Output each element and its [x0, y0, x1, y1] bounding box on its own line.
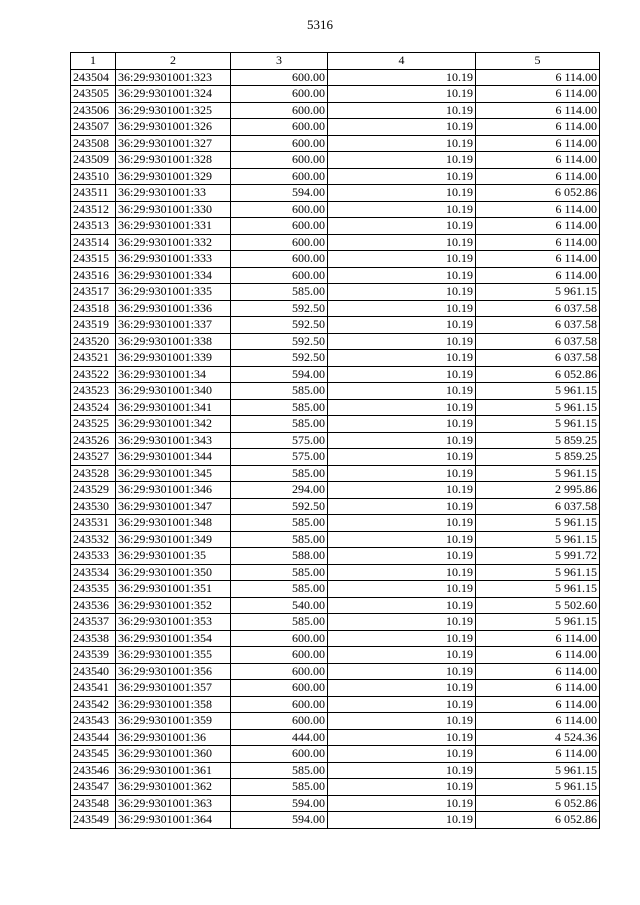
table-row: [71, 729, 600, 746]
table-row: [71, 185, 600, 202]
rate-value: 10.19: [328, 795, 476, 812]
total-value: 6 114.00: [476, 69, 600, 86]
cadastral-number: 36:29:9301001:324: [116, 86, 231, 103]
cadastral-number: 36:29:9301001:337: [116, 317, 231, 334]
row-number: 243522: [71, 366, 116, 383]
row-number: 243512: [71, 201, 116, 218]
area-value: 585.00: [231, 383, 328, 400]
total-value: 6 114.00: [476, 119, 600, 136]
rate-value: 10.19: [328, 531, 476, 548]
rate-value: 10.19: [328, 317, 476, 334]
total-value: 5 502.60: [476, 597, 600, 614]
rate-value: 10.19: [328, 630, 476, 647]
table-row: [71, 86, 600, 103]
total-value: 5 961.15: [476, 581, 600, 598]
total-value: 6 052.86: [476, 366, 600, 383]
row-number: 243530: [71, 498, 116, 515]
area-value: 540.00: [231, 597, 328, 614]
table-row: [71, 284, 600, 301]
rate-value: 10.19: [328, 647, 476, 664]
total-value: 5 961.15: [476, 779, 600, 796]
total-value: 6 114.00: [476, 135, 600, 152]
rate-value: 10.19: [328, 465, 476, 482]
total-value: 5 961.15: [476, 284, 600, 301]
row-number: 243526: [71, 432, 116, 449]
total-value: 5 961.15: [476, 416, 600, 433]
row-number: 243545: [71, 746, 116, 763]
area-value: 585.00: [231, 465, 328, 482]
rate-value: 10.19: [328, 86, 476, 103]
area-value: 600.00: [231, 119, 328, 136]
area-value: 594.00: [231, 366, 328, 383]
cadastral-number: 36:29:9301001:326: [116, 119, 231, 136]
cadastral-number: 36:29:9301001:348: [116, 515, 231, 532]
column-header-4: 4: [328, 53, 476, 70]
row-number: 243531: [71, 515, 116, 532]
table-row: [71, 647, 600, 664]
row-number: 243508: [71, 135, 116, 152]
cadastral-number: 36:29:9301001:352: [116, 597, 231, 614]
rate-value: 10.19: [328, 300, 476, 317]
rate-value: 10.19: [328, 234, 476, 251]
row-number: 243510: [71, 168, 116, 185]
row-number: 243544: [71, 729, 116, 746]
area-value: 594.00: [231, 812, 328, 829]
total-value: 5 961.15: [476, 564, 600, 581]
cadastral-number: 36:29:9301001:339: [116, 350, 231, 367]
area-value: 585.00: [231, 779, 328, 796]
cadastral-number: 36:29:9301001:346: [116, 482, 231, 499]
cadastral-number: 36:29:9301001:357: [116, 680, 231, 697]
data-table: [70, 52, 600, 829]
row-number: 243527: [71, 449, 116, 466]
cadastral-number: 36:29:9301001:353: [116, 614, 231, 631]
area-value: 600.00: [231, 696, 328, 713]
rate-value: 10.19: [328, 779, 476, 796]
rate-value: 10.19: [328, 729, 476, 746]
table-row: [71, 630, 600, 647]
total-value: 6 114.00: [476, 267, 600, 284]
area-value: 592.50: [231, 300, 328, 317]
table-row: [71, 795, 600, 812]
rate-value: 10.19: [328, 581, 476, 598]
area-value: 594.00: [231, 795, 328, 812]
table-row: [71, 333, 600, 350]
rate-value: 10.19: [328, 168, 476, 185]
table-row: [71, 366, 600, 383]
table-row: [71, 531, 600, 548]
row-number: 243538: [71, 630, 116, 647]
table-row: [71, 663, 600, 680]
area-value: 585.00: [231, 399, 328, 416]
cadastral-number: 36:29:9301001:344: [116, 449, 231, 466]
cadastral-number: 36:29:9301001:356: [116, 663, 231, 680]
area-value: 600.00: [231, 630, 328, 647]
rate-value: 10.19: [328, 548, 476, 565]
row-number: 243515: [71, 251, 116, 268]
row-number: 243540: [71, 663, 116, 680]
cadastral-number: 36:29:9301001:34: [116, 366, 231, 383]
total-value: 6 114.00: [476, 86, 600, 103]
area-value: 575.00: [231, 432, 328, 449]
total-value: 6 052.86: [476, 812, 600, 829]
cadastral-number: 36:29:9301001:35: [116, 548, 231, 565]
cadastral-number: 36:29:9301001:338: [116, 333, 231, 350]
cadastral-number: 36:29:9301001:349: [116, 531, 231, 548]
cadastral-number: 36:29:9301001:323: [116, 69, 231, 86]
table-row: [71, 300, 600, 317]
area-value: 585.00: [231, 531, 328, 548]
area-value: 600.00: [231, 218, 328, 235]
column-header-2: 2: [116, 53, 231, 70]
cadastral-number: 36:29:9301001:325: [116, 102, 231, 119]
rate-value: 10.19: [328, 383, 476, 400]
area-value: 600.00: [231, 746, 328, 763]
column-header-3: 3: [231, 53, 328, 70]
rate-value: 10.19: [328, 498, 476, 515]
area-value: 600.00: [231, 647, 328, 664]
area-value: 600.00: [231, 663, 328, 680]
table-row: [71, 564, 600, 581]
row-number: 243518: [71, 300, 116, 317]
area-value: 600.00: [231, 201, 328, 218]
total-value: 6 037.58: [476, 333, 600, 350]
rate-value: 10.19: [328, 201, 476, 218]
total-value: 6 114.00: [476, 647, 600, 664]
cadastral-number: 36:29:9301001:330: [116, 201, 231, 218]
total-value: 6 114.00: [476, 746, 600, 763]
table-row: [71, 201, 600, 218]
rate-value: 10.19: [328, 713, 476, 730]
rate-value: 10.19: [328, 333, 476, 350]
row-number: 243504: [71, 69, 116, 86]
table-row: [71, 597, 600, 614]
area-value: 600.00: [231, 135, 328, 152]
rate-value: 10.19: [328, 812, 476, 829]
rate-value: 10.19: [328, 69, 476, 86]
cadastral-number: 36:29:9301001:333: [116, 251, 231, 268]
row-number: 243509: [71, 152, 116, 169]
total-value: 6 114.00: [476, 218, 600, 235]
area-value: 585.00: [231, 284, 328, 301]
table-body: [71, 69, 600, 828]
cadastral-number: 36:29:9301001:345: [116, 465, 231, 482]
total-value: 6 114.00: [476, 168, 600, 185]
cadastral-number: 36:29:9301001:334: [116, 267, 231, 284]
row-number: 243533: [71, 548, 116, 565]
total-value: 5 991.72: [476, 548, 600, 565]
area-value: 592.50: [231, 498, 328, 515]
area-value: 600.00: [231, 680, 328, 697]
area-value: 592.50: [231, 333, 328, 350]
area-value: 294.00: [231, 482, 328, 499]
cadastral-number: 36:29:9301001:327: [116, 135, 231, 152]
total-value: 4 524.36: [476, 729, 600, 746]
cadastral-number: 36:29:9301001:33: [116, 185, 231, 202]
cadastral-number: 36:29:9301001:332: [116, 234, 231, 251]
rate-value: 10.19: [328, 135, 476, 152]
row-number: 243534: [71, 564, 116, 581]
cadastral-number: 36:29:9301001:329: [116, 168, 231, 185]
rate-value: 10.19: [328, 564, 476, 581]
total-value: 5 961.15: [476, 515, 600, 532]
total-value: 6 114.00: [476, 234, 600, 251]
cadastral-number: 36:29:9301001:335: [116, 284, 231, 301]
row-number: 243520: [71, 333, 116, 350]
cadastral-number: 36:29:9301001:342: [116, 416, 231, 433]
cadastral-number: 36:29:9301001:343: [116, 432, 231, 449]
row-number: 243542: [71, 696, 116, 713]
total-value: 6 114.00: [476, 251, 600, 268]
rate-value: 10.19: [328, 482, 476, 499]
row-number: 243539: [71, 647, 116, 664]
table-header-row: [71, 53, 600, 70]
table-row: [71, 812, 600, 829]
table-row: [71, 432, 600, 449]
table-row: [71, 350, 600, 367]
rate-value: 10.19: [328, 251, 476, 268]
row-number: 243505: [71, 86, 116, 103]
table-row: [71, 614, 600, 631]
area-value: 575.00: [231, 449, 328, 466]
area-value: 585.00: [231, 564, 328, 581]
cadastral-number: 36:29:9301001:340: [116, 383, 231, 400]
table-row: [71, 317, 600, 334]
total-value: 5 961.15: [476, 531, 600, 548]
rate-value: 10.19: [328, 102, 476, 119]
table-row: [71, 548, 600, 565]
area-value: 600.00: [231, 102, 328, 119]
column-header-5: 5: [476, 53, 600, 70]
rate-value: 10.19: [328, 597, 476, 614]
row-number: 243537: [71, 614, 116, 631]
total-value: 5 961.15: [476, 465, 600, 482]
rate-value: 10.19: [328, 614, 476, 631]
area-value: 588.00: [231, 548, 328, 565]
table-row: [71, 383, 600, 400]
cadastral-number: 36:29:9301001:360: [116, 746, 231, 763]
total-value: 6 037.58: [476, 498, 600, 515]
total-value: 6 037.58: [476, 317, 600, 334]
area-value: 600.00: [231, 234, 328, 251]
row-number: 243514: [71, 234, 116, 251]
row-number: 243549: [71, 812, 116, 829]
rate-value: 10.19: [328, 366, 476, 383]
cadastral-number: 36:29:9301001:355: [116, 647, 231, 664]
cadastral-number: 36:29:9301001:363: [116, 795, 231, 812]
area-value: 585.00: [231, 762, 328, 779]
area-value: 600.00: [231, 86, 328, 103]
rate-value: 10.19: [328, 119, 476, 136]
total-value: 6 052.86: [476, 185, 600, 202]
row-number: 243536: [71, 597, 116, 614]
table-row: [71, 515, 600, 532]
total-value: 6 114.00: [476, 630, 600, 647]
area-value: 444.00: [231, 729, 328, 746]
table-row: [71, 465, 600, 482]
cadastral-number: 36:29:9301001:362: [116, 779, 231, 796]
row-number: 243519: [71, 317, 116, 334]
rate-value: 10.19: [328, 284, 476, 301]
area-value: 600.00: [231, 69, 328, 86]
total-value: 6 037.58: [476, 350, 600, 367]
cadastral-number: 36:29:9301001:331: [116, 218, 231, 235]
rate-value: 10.19: [328, 762, 476, 779]
table-row: [71, 449, 600, 466]
row-number: 243524: [71, 399, 116, 416]
cadastral-number: 36:29:9301001:351: [116, 581, 231, 598]
total-value: 5 961.15: [476, 762, 600, 779]
table-row: [71, 152, 600, 169]
table-row: [71, 267, 600, 284]
total-value: 6 037.58: [476, 300, 600, 317]
area-value: 592.50: [231, 350, 328, 367]
row-number: 243529: [71, 482, 116, 499]
table-row: [71, 218, 600, 235]
row-number: 243548: [71, 795, 116, 812]
row-number: 243506: [71, 102, 116, 119]
total-value: 6 114.00: [476, 201, 600, 218]
row-number: 243513: [71, 218, 116, 235]
cadastral-number: 36:29:9301001:328: [116, 152, 231, 169]
row-number: 243507: [71, 119, 116, 136]
total-value: 5 961.15: [476, 383, 600, 400]
row-number: 243528: [71, 465, 116, 482]
table-row: [71, 581, 600, 598]
table-row: [71, 498, 600, 515]
cadastral-number: 36:29:9301001:361: [116, 762, 231, 779]
row-number: 243547: [71, 779, 116, 796]
rate-value: 10.19: [328, 449, 476, 466]
table-row: [71, 482, 600, 499]
area-value: 585.00: [231, 416, 328, 433]
total-value: 5 961.15: [476, 399, 600, 416]
table-row: [71, 102, 600, 119]
total-value: 6 114.00: [476, 152, 600, 169]
cadastral-number: 36:29:9301001:354: [116, 630, 231, 647]
table-row: [71, 399, 600, 416]
table-row: [71, 119, 600, 136]
rate-value: 10.19: [328, 185, 476, 202]
rate-value: 10.19: [328, 267, 476, 284]
table-row: [71, 416, 600, 433]
table-row: [71, 69, 600, 86]
table-row: [71, 168, 600, 185]
column-header-1: 1: [71, 53, 116, 70]
table-row: [71, 746, 600, 763]
total-value: 5 859.25: [476, 449, 600, 466]
rate-value: 10.19: [328, 696, 476, 713]
cadastral-number: 36:29:9301001:347: [116, 498, 231, 515]
total-value: 2 995.86: [476, 482, 600, 499]
rate-value: 10.19: [328, 746, 476, 763]
cadastral-number: 36:29:9301001:36: [116, 729, 231, 746]
row-number: 243543: [71, 713, 116, 730]
area-value: 600.00: [231, 168, 328, 185]
total-value: 6 114.00: [476, 663, 600, 680]
table-row: [71, 680, 600, 697]
rate-value: 10.19: [328, 663, 476, 680]
area-value: 585.00: [231, 515, 328, 532]
total-value: 6 114.00: [476, 696, 600, 713]
rate-value: 10.19: [328, 680, 476, 697]
area-value: 600.00: [231, 251, 328, 268]
row-number: 243516: [71, 267, 116, 284]
table-row: [71, 234, 600, 251]
area-value: 585.00: [231, 614, 328, 631]
table-row: [71, 696, 600, 713]
total-value: 5 859.25: [476, 432, 600, 449]
row-number: 243523: [71, 383, 116, 400]
cadastral-number: 36:29:9301001:350: [116, 564, 231, 581]
total-value: 6 114.00: [476, 680, 600, 697]
total-value: 6 114.00: [476, 713, 600, 730]
rate-value: 10.19: [328, 218, 476, 235]
rate-value: 10.19: [328, 416, 476, 433]
row-number: 243532: [71, 531, 116, 548]
row-number: 243511: [71, 185, 116, 202]
row-number: 243541: [71, 680, 116, 697]
cadastral-number: 36:29:9301001:359: [116, 713, 231, 730]
area-value: 594.00: [231, 185, 328, 202]
rate-value: 10.19: [328, 350, 476, 367]
rate-value: 10.19: [328, 399, 476, 416]
area-value: 592.50: [231, 317, 328, 334]
table-row: [71, 251, 600, 268]
table-row: [71, 135, 600, 152]
total-value: 6 114.00: [476, 102, 600, 119]
cadastral-number: 36:29:9301001:336: [116, 300, 231, 317]
table-row: [71, 762, 600, 779]
total-value: 6 052.86: [476, 795, 600, 812]
page-number: 5316: [307, 17, 333, 32]
rate-value: 10.19: [328, 432, 476, 449]
area-value: 600.00: [231, 267, 328, 284]
cadastral-number: 36:29:9301001:341: [116, 399, 231, 416]
table-row: [71, 779, 600, 796]
area-value: 585.00: [231, 581, 328, 598]
rate-value: 10.19: [328, 515, 476, 532]
cadastral-number: 36:29:9301001:358: [116, 696, 231, 713]
row-number: 243517: [71, 284, 116, 301]
table-row: [71, 713, 600, 730]
row-number: 243546: [71, 762, 116, 779]
rate-value: 10.19: [328, 152, 476, 169]
cadastral-number: 36:29:9301001:364: [116, 812, 231, 829]
total-value: 5 961.15: [476, 614, 600, 631]
row-number: 243525: [71, 416, 116, 433]
area-value: 600.00: [231, 152, 328, 169]
row-number: 243521: [71, 350, 116, 367]
area-value: 600.00: [231, 713, 328, 730]
row-number: 243535: [71, 581, 116, 598]
